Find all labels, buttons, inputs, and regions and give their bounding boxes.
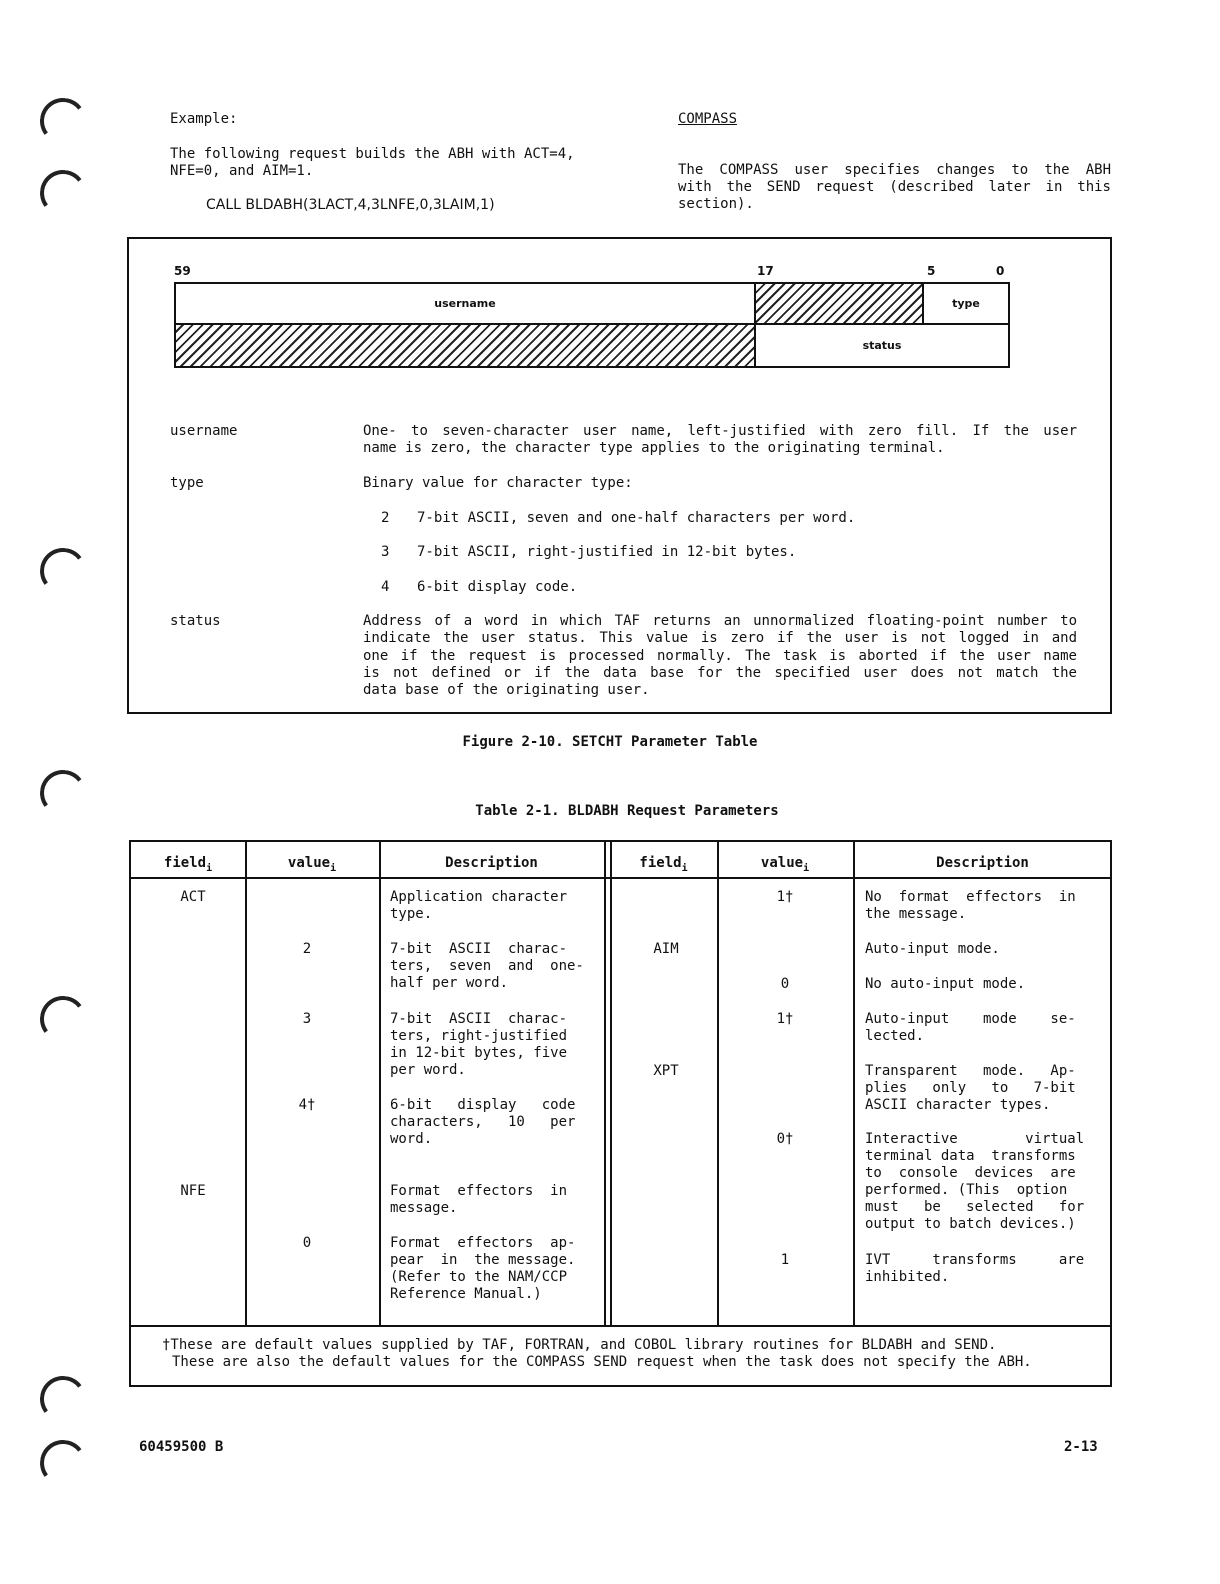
table-cell-description-line: terminal data transforms bbox=[865, 1148, 1076, 1164]
compass-heading: COMPASS bbox=[678, 111, 738, 127]
type-option-text: 7-bit ASCII, right-justified in 12-bit bytes. bbox=[417, 544, 797, 560]
table-cell-description-line: Auto-input mode se- bbox=[865, 1011, 1076, 1027]
table-cell-field: ACT bbox=[180, 889, 206, 905]
bit-label-59: 59 bbox=[174, 264, 191, 278]
table-cell-description-line: plies only to 7-bit bbox=[865, 1080, 1076, 1096]
column-header-value: value$_i$ bbox=[760, 855, 810, 874]
definition-line: name is zero, the character type applies to the originating terminal. bbox=[363, 440, 945, 456]
table-cell-description-line: must be selected for bbox=[865, 1199, 1085, 1215]
table-cell-description-line: word. bbox=[390, 1131, 433, 1147]
punch-hole-mark bbox=[37, 1437, 89, 1489]
table-cell-value: 0 bbox=[302, 1235, 312, 1251]
status-field-label: status bbox=[862, 339, 902, 352]
type-field-box bbox=[922, 282, 1010, 325]
table-cell-description-line: output to batch devices.) bbox=[865, 1216, 1076, 1232]
definition-term-status: status bbox=[170, 613, 221, 629]
table-cell-description-line: Auto-input mode. bbox=[865, 941, 1000, 957]
type-option-text: 6-bit display code. bbox=[417, 579, 578, 595]
example-paragraph-line-1: The following request builds the ABH with ACT=4, bbox=[170, 146, 575, 162]
type-field-label: type bbox=[952, 297, 980, 310]
table-cell-value: 3 bbox=[302, 1011, 312, 1027]
username-field-label: username bbox=[434, 297, 496, 310]
column-header-description: Description bbox=[936, 855, 1029, 871]
table-cell-description-line: 7-bit ASCII charac- bbox=[390, 941, 568, 957]
username-field-box bbox=[174, 282, 756, 325]
table-cell-description-line: pear in the message. bbox=[390, 1252, 576, 1268]
column-header-description: Description bbox=[445, 855, 538, 871]
type-option-text: 7-bit ASCII, seven and one-half characters per word. bbox=[417, 510, 856, 526]
table-cell-value: 0 bbox=[780, 976, 790, 992]
punch-hole-mark bbox=[37, 167, 89, 219]
reserved-hatched-box bbox=[754, 282, 924, 325]
type-option-code: 3 bbox=[381, 544, 390, 560]
punch-hole-mark bbox=[37, 1373, 89, 1425]
table-cell-description-line: type. bbox=[390, 906, 433, 922]
table-cell-description-line: ASCII character types. bbox=[865, 1097, 1051, 1113]
compass-line-3: section). bbox=[678, 196, 754, 212]
table-cell-description-line: the message. bbox=[865, 906, 967, 922]
table-footnote-line-2: These are also the default values for the COMPASS SEND request when the task does not specify the ABH. bbox=[172, 1354, 1032, 1370]
table-cell-description-line: characters, 10 per bbox=[390, 1114, 576, 1130]
example-paragraph-line-2: NFE=0, and AIM=1. bbox=[170, 163, 314, 179]
punch-hole-mark bbox=[37, 95, 89, 147]
definition-term-username: username bbox=[170, 423, 238, 439]
table-cell-description-line: No auto-input mode. bbox=[865, 976, 1026, 992]
bit-label-0: 0 bbox=[996, 264, 1005, 278]
table-cell-field: NFE bbox=[180, 1183, 206, 1199]
table-cell-value: 2 bbox=[302, 941, 312, 957]
definition-line: indicate the user status. This value is zero if the user is not logged in and bbox=[363, 630, 1077, 646]
definition-line: Binary value for character type: bbox=[363, 475, 633, 491]
table-cell-description-line: to console devices are bbox=[865, 1165, 1076, 1181]
page-number: 2-13 bbox=[1064, 1439, 1098, 1455]
table-cell-description-line: message. bbox=[390, 1200, 458, 1216]
table-cell-description-line: 6-bit display code bbox=[390, 1097, 576, 1113]
compass-line-1: The COMPASS user specifies changes to the ABH bbox=[678, 162, 1111, 178]
table-cell-value: 1† bbox=[776, 889, 794, 905]
definition-term-type: type bbox=[170, 475, 204, 491]
bit-label-17: 17 bbox=[757, 264, 774, 278]
table-cell-value: 4† bbox=[298, 1097, 316, 1113]
table-cell-description-line: Interactive virtual bbox=[865, 1131, 1085, 1147]
definition-line: One- to seven-character user name, left-justified with zero fill. If the user bbox=[363, 423, 1077, 439]
definition-line: Address of a word in which TAF returns an unnormalized floating-point number to bbox=[363, 613, 1077, 629]
table-footnote-line-1: †These are default values supplied by TAF, FORTRAN, and COBOL library routines for BLDABH and SEND. bbox=[162, 1337, 997, 1353]
column-header-value: value$_i$ bbox=[287, 855, 337, 874]
table-cell-value: 1† bbox=[776, 1011, 794, 1027]
example-heading: Example: bbox=[170, 111, 238, 127]
status-field-box bbox=[754, 323, 1010, 368]
definition-line: data base of the originating user. bbox=[363, 682, 650, 698]
table-cell-description-line: 7-bit ASCII charac- bbox=[390, 1011, 568, 1027]
table-cell-description-line: ters, seven and one- bbox=[390, 958, 584, 974]
table-cell-description-line: Format effectors in bbox=[390, 1183, 568, 1199]
bit-label-5: 5 bbox=[927, 264, 936, 278]
table-cell-description-line: ters, right-justified bbox=[390, 1028, 568, 1044]
compass-line-2: with the SEND request (described later in this bbox=[678, 179, 1111, 195]
table-caption: Table 2-1. BLDABH Request Parameters bbox=[475, 803, 779, 819]
column-header-field: field$_i$ bbox=[163, 855, 213, 874]
table-cell-description-line: Reference Manual.) bbox=[390, 1286, 542, 1302]
punch-hole-mark bbox=[37, 545, 89, 597]
table-cell-description-line: inhibited. bbox=[865, 1269, 950, 1285]
definition-line: one if the request is processed normally. The task is aborted if the user name bbox=[363, 648, 1077, 664]
table-cell-description-line: Application character bbox=[390, 889, 568, 905]
table-cell-description-line: per word. bbox=[390, 1062, 466, 1078]
type-option-code: 4 bbox=[381, 579, 390, 595]
table-cell-value: 1 bbox=[780, 1252, 790, 1268]
table-cell-value: 0† bbox=[776, 1131, 794, 1147]
table-cell-description-line: Format effectors ap- bbox=[390, 1235, 576, 1251]
example-code: CALL BLDABH(3LACT,4,3LNFE,0,3LAIM,1) bbox=[206, 197, 495, 213]
punch-hole-mark bbox=[37, 993, 89, 1045]
column-header-field: field$_i$ bbox=[639, 855, 688, 874]
table-cell-description-line: IVT transforms are bbox=[865, 1252, 1085, 1268]
type-option-code: 2 bbox=[381, 510, 390, 526]
table-cell-description-line: (Refer to the NAM/CCP bbox=[390, 1269, 568, 1285]
table-cell-field: XPT bbox=[653, 1063, 679, 1079]
table-cell-description-line: lected. bbox=[865, 1028, 925, 1044]
table-cell-description-line: in 12-bit bytes, five bbox=[390, 1045, 568, 1061]
table-cell-description-line: No format effectors in bbox=[865, 889, 1076, 905]
table-cell-description-line: half per word. bbox=[390, 975, 509, 991]
figure-caption: Figure 2-10. SETCHT Parameter Table bbox=[462, 734, 758, 750]
table-cell-description-line: Transparent mode. Ap- bbox=[865, 1063, 1076, 1079]
table-cell-field: AIM bbox=[653, 941, 679, 957]
definition-line: is not defined or if the data base for the specified user does not match the bbox=[363, 665, 1077, 681]
document-number: 60459500 B bbox=[139, 1439, 224, 1455]
table-cell-description-line: performed. (This option bbox=[865, 1182, 1068, 1198]
reserved-hatched-box bbox=[174, 323, 756, 368]
